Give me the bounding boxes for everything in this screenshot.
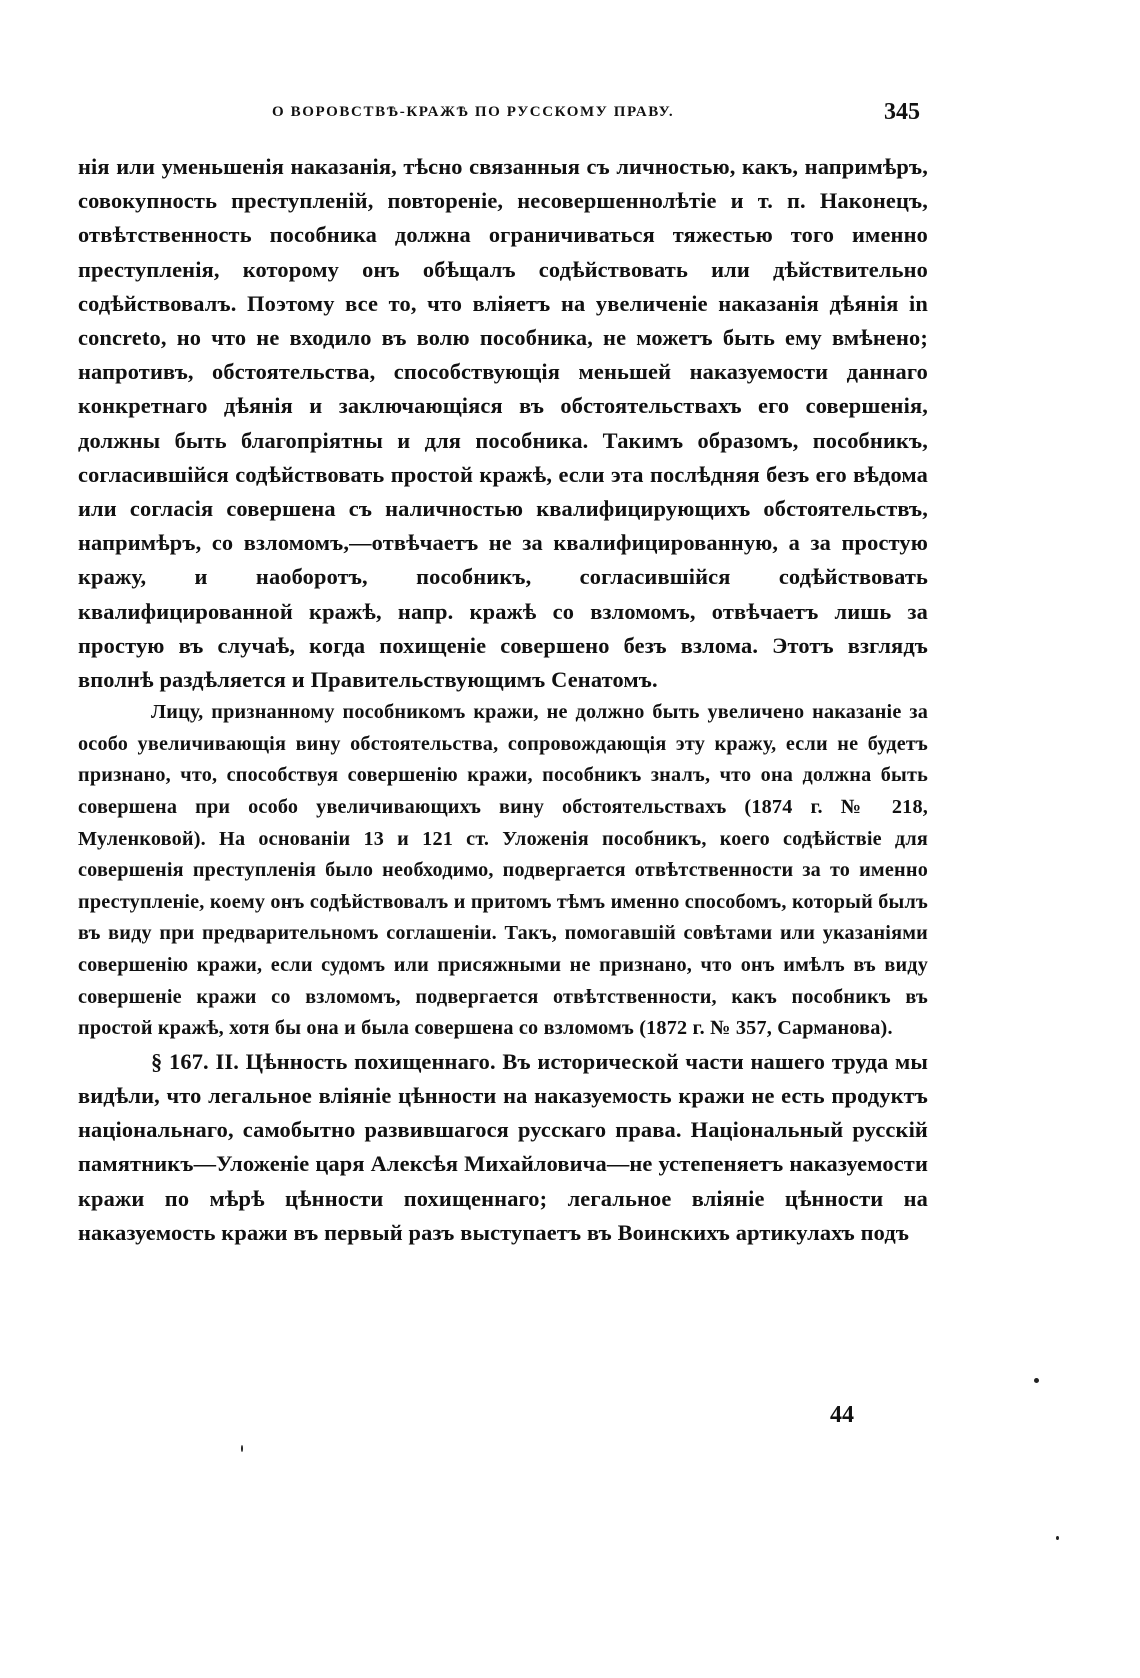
paragraph-pособник-liability: нія или уменьшенія наказанія, тѣсно связанныя съ личностью, какъ, напримѣръ, совокупность преступленій, повтореніе, несовершеннолѣтіе и т. п. Наконецъ, отвѣтственность пособника должна ограничиваться тяжестью того именно преступленія, которому онъ обѣщалъ содѣйствовать или дѣйствительно содѣйствовалъ. Поэтому все то, что вліяетъ на увеличеніе наказанія дѣянія in concreto, но что не входило въ волю пособника, не можетъ быть ему вмѣнено; напротивъ, обстоятельства, способствующія меньшей наказуемости даннаго конкретнаго дѣянія и заключающіяся въ обстоятельствахъ его совершенія, должны быть благопріятны и для пособника. Такимъ образомъ, пособникъ, согласившійся содѣйствовать простой кражѣ, если эта послѣдняя безъ его вѣдома или согласія совершена съ наличностью квалифицирующихъ обстоятельствъ, напримѣръ, со взломомъ,—отвѣчаетъ не за квалифицированную, а за простую кражу, и наоборотъ, пособникъ, согласившійся содѣйствовать квалифицированной кражѣ, напр. кражѣ со взломомъ, отвѣчаетъ лишь за простую въ случаѣ, когда похищеніе совершено безъ взлома. Этотъ взглядъ вполнѣ раздѣляется и Правительствующимъ Сенатомъ. xyxy=(78,154,928,693)
running-title: О ВОРОВСТВѢ-КРАЖѢ ПО РУССКОМУ ПРАВУ. xyxy=(272,104,675,120)
ink-speck xyxy=(1034,1378,1039,1383)
body-text xyxy=(78,150,928,1250)
signature-mark: 44 xyxy=(830,1402,854,1428)
page-header xyxy=(80,99,930,134)
page-number: 345 xyxy=(884,99,920,125)
ink-speck xyxy=(241,1445,243,1452)
paragraph-senate-rulings: Лицу, признанному пособникомъ кражи, не должно быть увеличено наказаніе за особо увеличивающія вину обстоятельства, сопровождающія эту кражу, если не будетъ признано, что, способствуя совершенію кражи, пособникъ зналъ, что она должна быть совершена при особо увеличивающихъ вину обстоятельствахъ (1874 г. № 218, Муленковой). На основаніи 13 и 121 ст. Уложенія пособникъ, коего содѣйствіе для совершенія преступленія было необходимо, подвергается отвѣтственности за то именно преступленіе, коему онъ содѣйствовалъ и притомъ тѣмъ именно способомъ, который былъ въ виду при предварительномъ соглашеніи. Такъ, помогавшій совѣтами или указаніями совершенію кражи, если судомъ или присяжными не признано, что онъ имѣлъ въ виду совершеніе кражи со взломомъ, подвергается отвѣтственности, какъ пособникъ въ простой кражѣ, хотя бы она и была совершена со взломомъ (1872 г. № 357, Сармановa). xyxy=(78,701,928,1040)
ink-speck xyxy=(1056,1536,1059,1540)
paragraph-section-167: § 167. II. Цѣнность похищеннаго. Въ исторической части нашего труда мы видѣли, что легальное вліяніе цѣнности на наказуемость кражи не есть продуктъ національнаго, самобытно развившагося русскаго права. Національный русскій памятникъ—Уложеніе царя Алексѣя Михайловича—не устепеняетъ наказуемости кражи по мѣрѣ цѣнности похищеннаго; легальное вліяніе цѣнности на наказуемость кражи въ первый разъ выступаетъ въ Воинскихъ артикулахъ подъ xyxy=(78,1048,928,1245)
